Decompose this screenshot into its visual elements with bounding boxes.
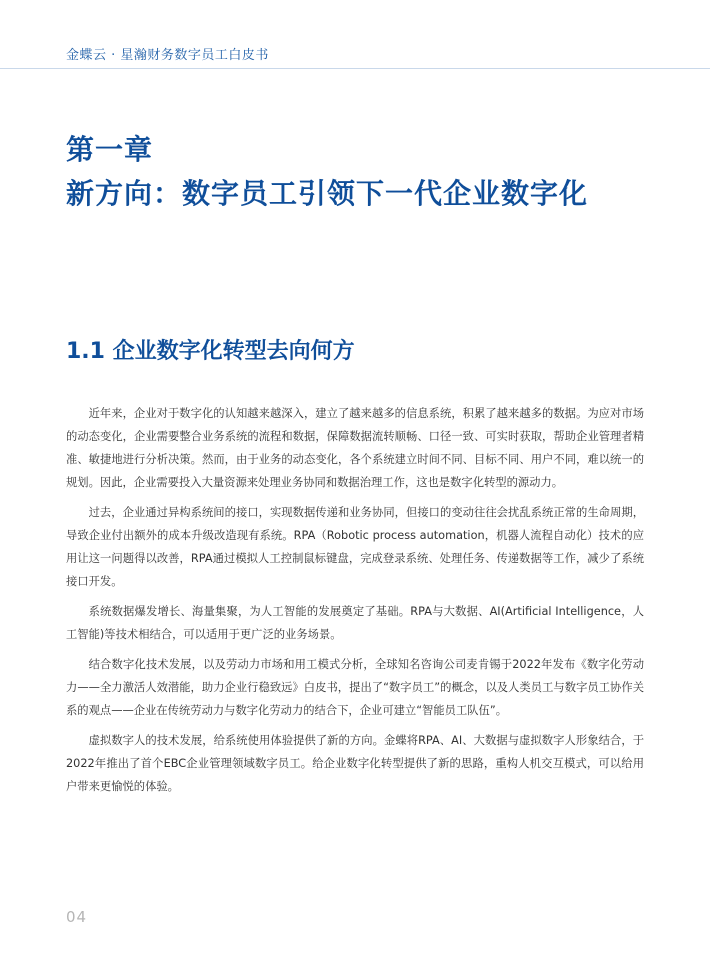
page-number: 04: [66, 908, 88, 926]
paragraph: 结合数字化技术发展，以及劳动力市场和用工模式分析，全球知名咨询公司麦肯锡于2022年发布《数字化劳动力——全力激活人效潜能，助力企业行稳致远》白皮书，提出了“数字员工”的概念，以及人类员工与数字员工协作关系的观点——企业在传统劳动力与数字化劳动力的结合下，企业可建立“智能员工队伍”。: [66, 658, 644, 717]
section-title: 1.1 企业数字化转型去向何方: [66, 339, 355, 364]
paragraph: 虚拟数字人的技术发展，给系统使用体验提供了新的方向。金蝶将RPA、AI、大数据与虚拟数字人形象结合，于2022年推出了首个EBC企业管理领域数字员工。给企业数字化转型提供了新的思路，重构人机交互模式，可以给用户带来更愉悦的体验。: [66, 734, 644, 793]
header-divider: [0, 68, 710, 69]
paragraph: 近年来，企业对于数字化的认知越来越深入，建立了越来越多的信息系统，积累了越来越多的数据。为应对市场的动态变化，企业需要整合业务系统的流程和数据，保障数据流转顺畅、口径一致、可实时获取，帮助企业管理者精准、敏捷地进行分析决策。然而，由于业务的动态变化，各个系统建立时间不同、目标不同、用户不同，难以统一的规划。因此，企业需要投入大量资源来处理业务协同和数据治理工作，这也是数字化转型的源动力。: [66, 407, 644, 489]
body-text: [66, 402, 644, 805]
paragraph: 过去，企业通过异构系统间的接口，实现数据传递和业务协同，但接口的变动往往会扰乱系统正常的生命周期，导致企业付出额外的成本升级改造现有系统。RPA（Robotic process automation，机器人流程自动化）技术的应用让这一问题得以改善，RPA通过模拟人工控制鼠标键盘，完成登录系统、处理任务、传递数据等工作，减少了系统接口开发。: [66, 506, 644, 588]
chapter-title: 新方向：数字员工引领下一代企业数字化: [66, 177, 589, 210]
chapter-number: 第一章: [66, 133, 154, 166]
running-header: 金蝶云 · 星瀚财务数字员工白皮书: [66, 48, 269, 63]
paragraph: 系统数据爆发增长、海量集聚，为人工智能的发展奠定了基础。RPA与大数据、AI(Artificial Intelligence，人工智能)等技术相结合，可以适用于更广泛的业务场景。: [66, 605, 644, 641]
